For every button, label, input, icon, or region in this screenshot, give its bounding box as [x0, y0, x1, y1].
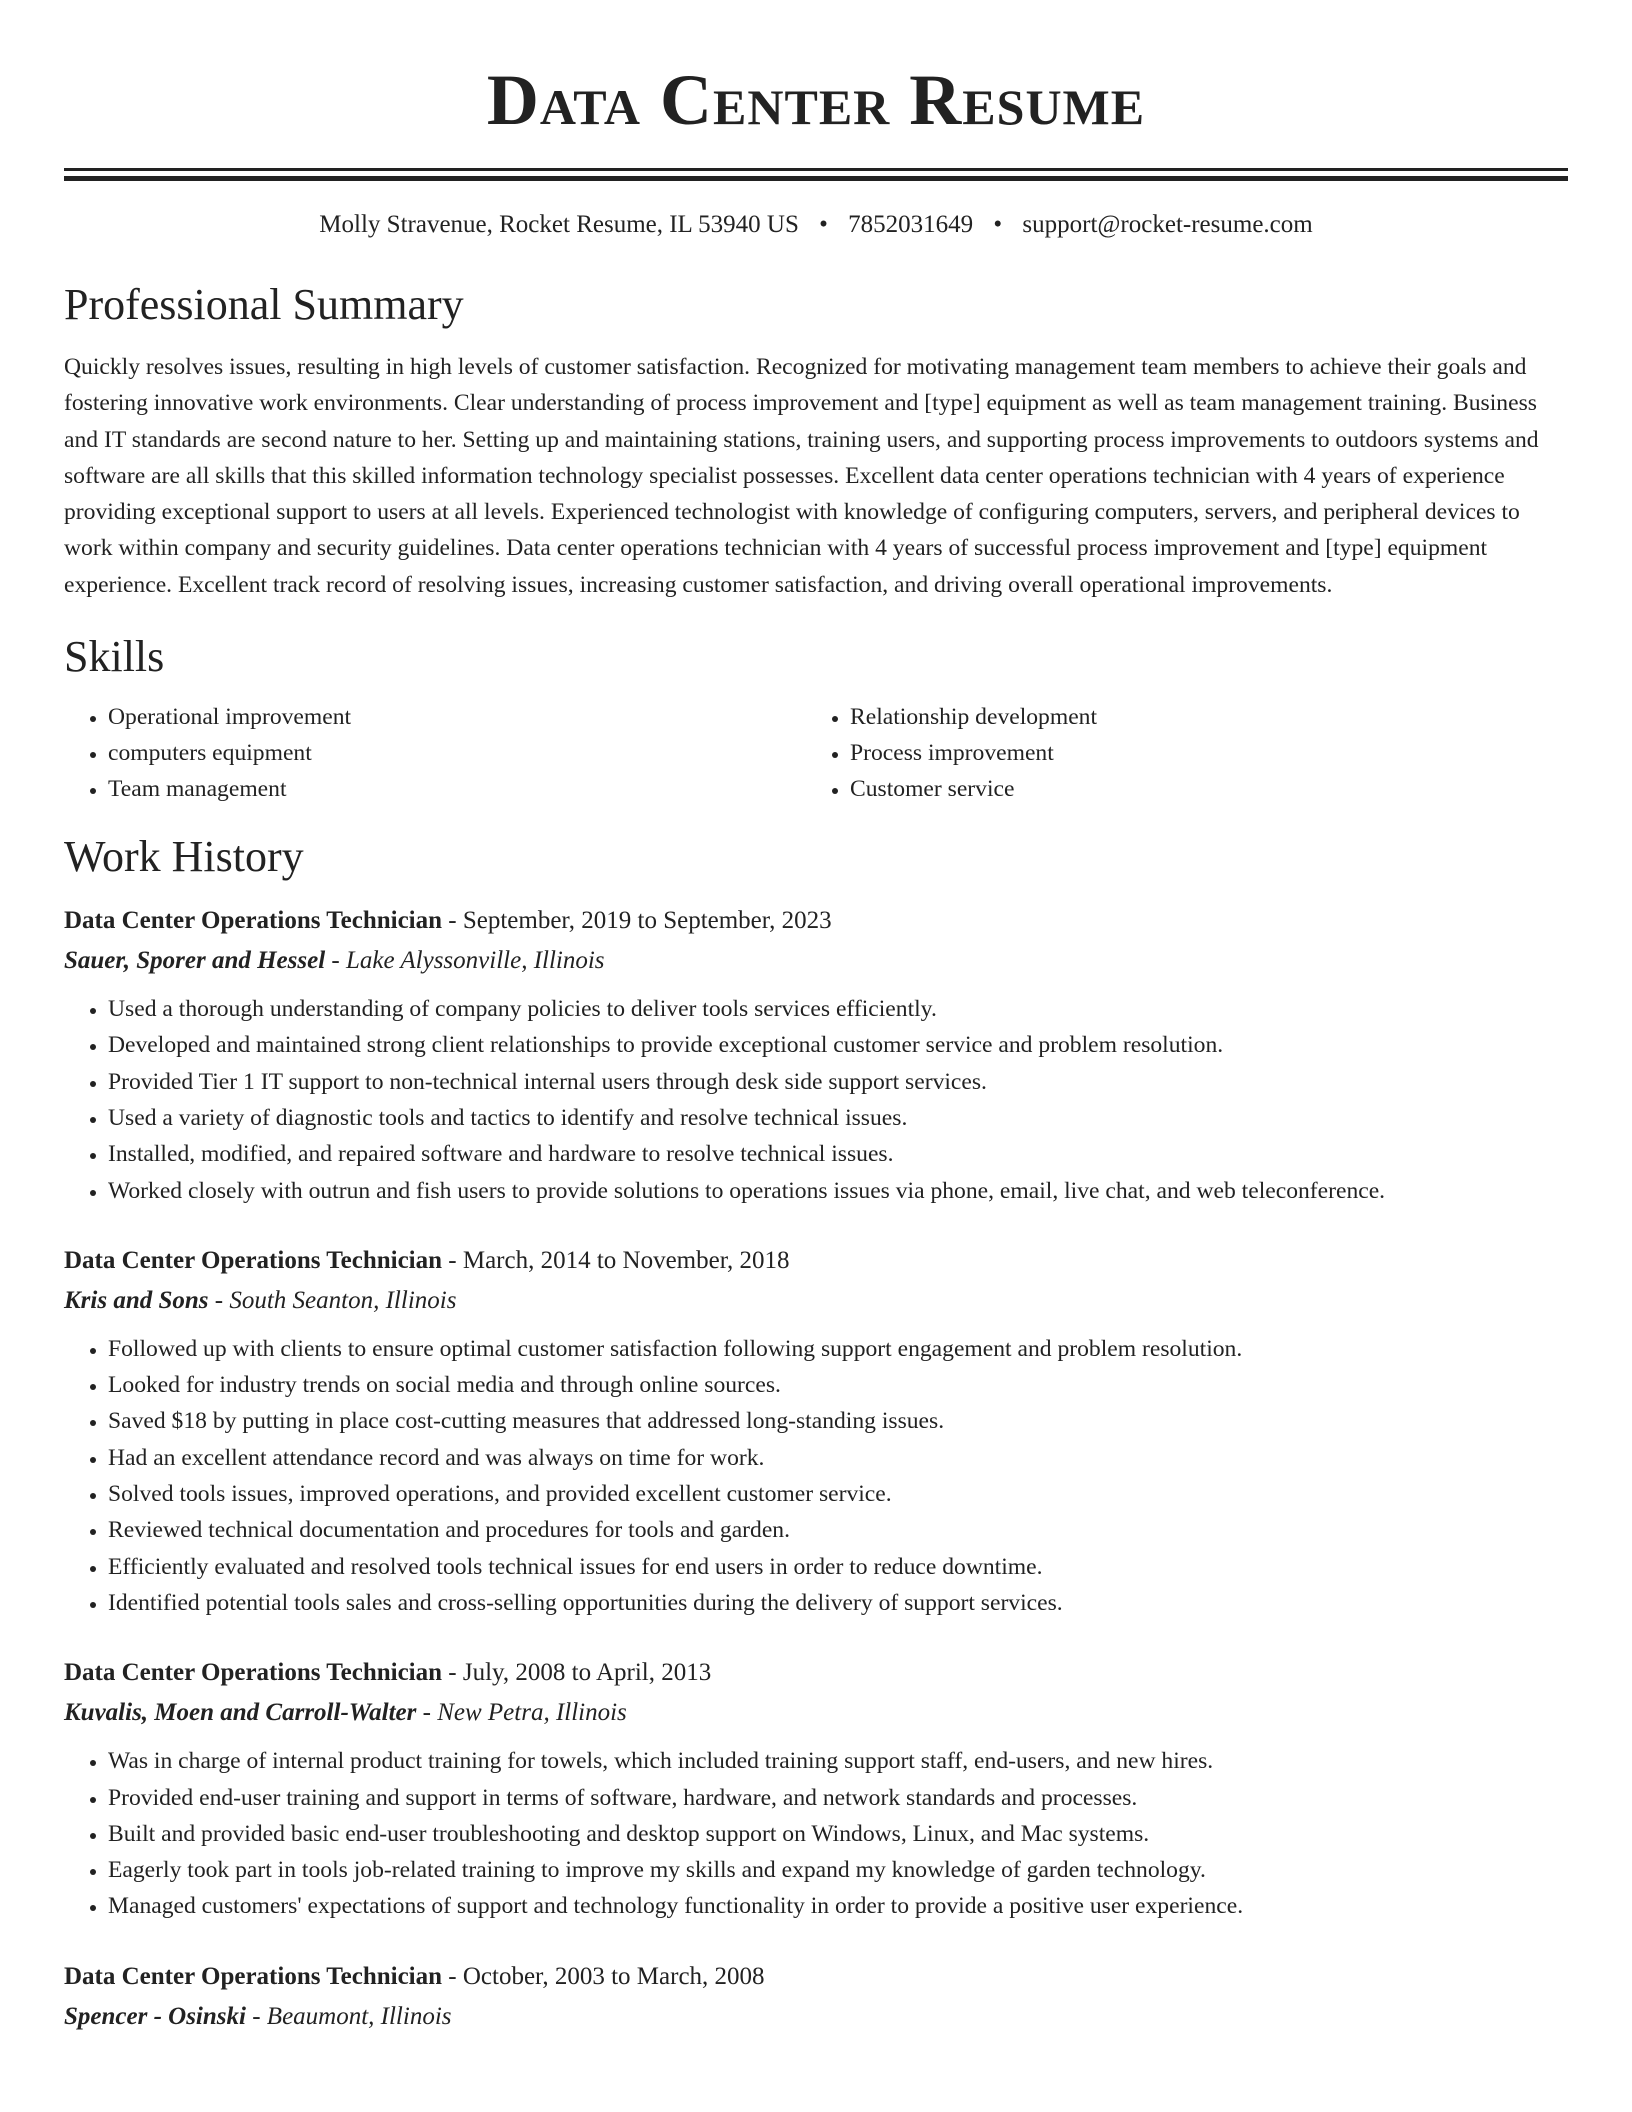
job-entry: [64, 1957, 1568, 2037]
contact-separator: •: [993, 211, 1003, 238]
skills-column-right: [806, 699, 1097, 807]
job-bullet: • Developed and maintained strong client relationships to provide exceptional customer service and problem resolution.: [108, 1027, 1568, 1063]
job-dates: October, 2003 to March, 2008: [462, 1962, 765, 1990]
contact-line: [64, 209, 1568, 241]
job-bullet: • Efficiently evaluated and resolved tools technical issues for end users in order to reduce downtime.: [108, 1549, 1568, 1585]
job-bullet: • Was in charge of internal product training for towels, which included training support staff, end-users, and new hires.: [108, 1743, 1568, 1779]
job-company: Spencer - Osinski: [64, 2002, 246, 2030]
job-dash: -: [416, 1699, 438, 1727]
job-dash: -: [442, 1659, 463, 1687]
job-bullet: • Had an excellent attendance record and was always on time for work.: [108, 1440, 1568, 1476]
skills-column-left: [64, 699, 806, 807]
job-dash: -: [325, 947, 346, 975]
job-bullet: • Installed, modified, and repaired software and hardware to resolve technical issues.: [108, 1136, 1568, 1172]
job-dates: July, 2008 to April, 2013: [462, 1659, 712, 1687]
job-location: Beaumont, Illinois: [266, 2002, 452, 2030]
job-bullet: • Provided Tier 1 IT support to non-technical internal users through desk side support services.: [108, 1064, 1568, 1100]
job-bullets: [64, 991, 1568, 1209]
job-location: Lake Alyssonville, Illinois: [346, 947, 605, 975]
job-bullet: • Saved $18 by putting in place cost-cutting measures that addressed long-standing issues.: [108, 1403, 1568, 1439]
job-bullet: • Built and provided basic end-user troubleshooting and desktop support on Windows, Linux, and Mac systems.: [108, 1816, 1568, 1852]
job-bullets: [64, 1743, 1568, 1924]
job-company-line: [64, 941, 1568, 981]
skill-item: • computers equipment: [108, 735, 806, 771]
job-bullet: • Looked for industry trends on social media and through online sources.: [108, 1367, 1568, 1403]
job-bullet: • Used a variety of diagnostic tools and tactics to identify and resolve technical issues.: [108, 1100, 1568, 1136]
job-dash: -: [442, 1246, 463, 1274]
job-bullets: [64, 1331, 1568, 1621]
job-bullet: • Solved tools issues, improved operations, and provided excellent customer service.: [108, 1476, 1568, 1512]
skills-list: [64, 699, 1568, 807]
section-heading-work-history: Work History: [64, 832, 304, 882]
job-bullet: • Reviewed technical documentation and procedures for tools and garden.: [108, 1512, 1568, 1548]
job-title: Data Center Operations Technician: [64, 1962, 443, 1990]
job-company: Sauer, Sporer and Hessel: [64, 947, 326, 975]
job-bullet: • Worked closely with outrun and fish users to provide solutions to operations issues via phone, email, live chat, and web teleconference.: [108, 1173, 1568, 1209]
job-title-line: [64, 1957, 1568, 1997]
job-entry: [64, 1241, 1568, 1621]
section-heading-skills: Skills: [64, 632, 165, 682]
job-company-line: [64, 1693, 1568, 1733]
job-location: New Petra, Illinois: [437, 1699, 627, 1727]
summary-text: Quickly resolves issues, resulting in high levels of customer satisfaction. Recognized for motivating management team members to achieve their goals and fostering innovative work environments. Clear understanding of process improvement and [type] equipment as well as team management training. Business and IT standards are second nature to her. Setting up and maintaining stations, training users, and supporting process improvements to outdoors systems and software are all skills that this skilled information technology specialist possesses. Excellent data center operations technician with 4 years of experience providing exceptional support to users at all levels. Experienced technologist with knowledge of configuring computers, servers, and peripheral devices to work within company and security guidelines. Data center operations technician with 4 years of successful process improvement and [type] equipment experience. Excellent track record of resolving issues, increasing customer satisfaction, and driving overall operational improvements.: [64, 354, 1539, 598]
job-company: Kris and Sons: [64, 1286, 209, 1314]
job-company-line: [64, 1281, 1568, 1321]
job-dash: -: [245, 2002, 267, 2030]
skill-item: • Customer service: [850, 771, 1097, 807]
contact-phone: 7852031649: [848, 211, 974, 238]
job-bullet: • Identified potential tools sales and cross-selling opportunities during the delivery of support services.: [108, 1585, 1568, 1621]
job-bullet: • Followed up with clients to ensure optimal customer satisfaction following support engagement and problem resolution.: [108, 1331, 1568, 1367]
skill-item: • Team management: [108, 771, 806, 807]
job-company-line: [64, 1997, 1568, 2037]
job-title: Data Center Operations Technician: [64, 907, 443, 935]
job-dates: September, 2019 to September, 2023: [462, 907, 832, 935]
job-company: Kuvalis, Moen and Carroll-Walter: [64, 1699, 417, 1727]
job-dates: March, 2014 to November, 2018: [462, 1246, 790, 1274]
job-dash: -: [442, 907, 463, 935]
job-entry: [64, 1653, 1568, 1924]
job-title-line: [64, 901, 1568, 941]
skill-item: • Operational improvement: [108, 699, 806, 735]
job-entry: [64, 901, 1568, 1209]
job-title-line: [64, 1653, 1568, 1693]
skill-item: • Process improvement: [850, 735, 1097, 771]
job-bullet: • Used a thorough understanding of company policies to deliver tools services efficiently.: [108, 991, 1568, 1027]
job-location: South Seanton, Illinois: [229, 1286, 457, 1314]
contact-separator: •: [819, 211, 828, 238]
job-bullet: • Provided end-user training and support in terms of software, hardware, and network standards and processes.: [108, 1780, 1568, 1816]
skill-item: • Relationship development: [850, 699, 1097, 735]
section-heading-summary: Professional Summary: [64, 280, 464, 329]
job-bullet: • Managed customers' expectations of support and technology functionality in order to provide a positive user experience.: [108, 1888, 1568, 1924]
resume-title: Data Center Resume: [486, 60, 1146, 140]
job-dash: -: [208, 1286, 230, 1314]
job-dash: -: [442, 1962, 463, 1990]
job-title-line: [64, 1241, 1568, 1281]
contact-address: Molly Stravenue, Rocket Resume, IL 53940 US: [319, 211, 799, 238]
title-double-rule: [64, 168, 1568, 171]
contact-email: support@rocket-resume.com: [1022, 211, 1313, 238]
job-title: Data Center Operations Technician: [64, 1659, 443, 1687]
job-title: Data Center Operations Technician: [64, 1246, 443, 1274]
job-bullet: • Eagerly took part in tools job-related training to improve my skills and expand my knowledge of garden technology.: [108, 1852, 1568, 1888]
